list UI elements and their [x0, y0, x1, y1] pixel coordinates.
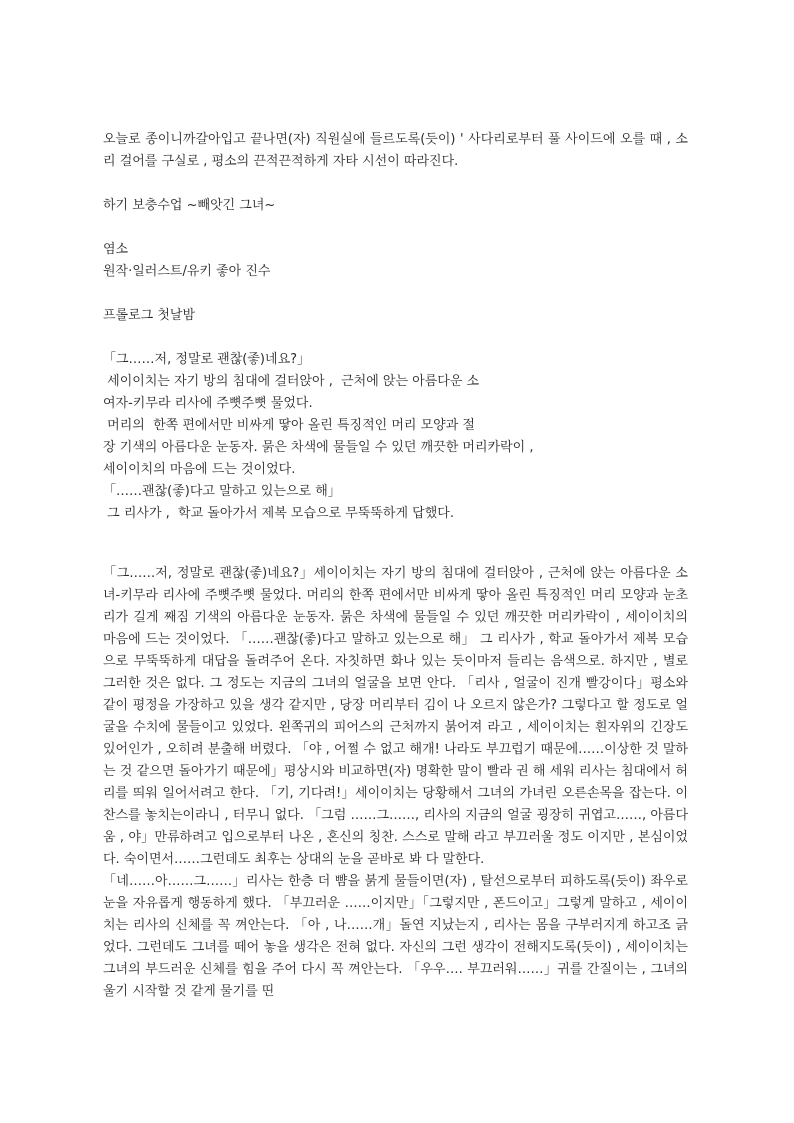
- spacer: [103, 173, 688, 195]
- body-paragraph-1: 「그……저, 정말로 괜찮(좋)네요?」세이이치는 자기 방의 침대에 걸터앉아 , 근처에 앉는 아름다운 소녀-키무라 리사에 주뼛주뼛 물었다. 머리의 한쪽 편에서만 비싸게 땋아 올린 특징적인 머리 모양과 눈초리가 길게 째짐 기색의 아름다운 눈동자. 묽은 차색에 물들일 수 있던 깨끗한 머리카락이 , 세이이치의 마음에 드는 것이었다. 「……괜찮(좋)다고 말하고 있는으로 해」 그 리사가 , 학교 돌아가서 제복 모습으로 무뚝뚝하게 대답을 돌려주어 온다. 자칫하면 화나 있는 듯이마저 들리는 음색으로. 하지만 , 별로 그러한 것은 없다. 그 정도는 지금의 그녀의 얼굴을 보면 안다. 「리사 , 얼굴이 진개 빨강이다」평소와 같이 평정을 가장하고 있을 생각 같지만 , 당장 머리부터 김이 나 오르지 않은가? 그렇다고 할 정도로 얼굴을 수치에 물들이고 있었다. 왼쪽귀의 피어스의 근처까지 붉어져 라고 , 세이이치는 흰자위의 긴장도 있어인가 , 오히려 분출해 버렸다. 「야 , 어쩔 수 없고 해개! 나라도 부끄럽기 때문에……이상한 것 말하는 것 같으면 돌아가기 때문에」평상시와 비교하면(자) 명확한 말이 빨라 권 해 세워 리사는 침대에서 허리를 띄워 일어서려고 한다. 「기, 기다려!」세이이치는 당황해서 그녀의 가녀린 오른손목을 잡는다. 이 찬스를 놓치는이라니 , 터무니 없다. 「그럼 ……그……, 리사의 지금의 얼굴 굉장히 귀엽고……, 아름다움 , 야」만류하려고 입으로부터 나온 , 혼신의 칭찬. 스스로 말해 라고 부끄러울 정도 이지만 , 본심이었다. 숙이면서……그런데도 최후는 상대의 눈을 곧바로 봐 다 말한다.: [103, 566, 688, 867]
- text-line: 장 기색의 아름다운 눈동자. 묽은 차색에 물들일 수 있던 깨끗한 머리카락이 ,: [103, 440, 534, 455]
- spacer: [103, 217, 688, 239]
- text-line: 「……괜찮(좋)다고 말하고 있는으로 해」: [103, 484, 341, 499]
- opening-paragraph: 오늘로 종이니까갈아입고 끝나면(자) 직원실에 들르도록(듯이) ' 사다리로부터 풀 사이드에 오를 때 , 소리 걸어를 구실로 , 평소의 끈적끈적하게 자타 시선이 따라진다.: [103, 132, 688, 169]
- spacer: [103, 327, 688, 349]
- page-content: [103, 129, 688, 1003]
- text-line: 여자-키무라 리사에 주뼛주뼛 물었다.: [103, 396, 313, 411]
- body-paragraph-2: 「네……아……그……」리사는 한층 더 뺨을 붉게 물들이면(자) , 탈선으로부터 피하도록(듯이) 좌우로눈을 자유롭게 행동하게 했다. 「부끄러운 ……이지만」「그렇지만 , 폰드이고」그렇게 말하고 , 세이이치는 리사의 신체를 꼭 껴안는다. 「아 , 나……개」돌연 지났는지 , 리사는 몸을 구부러지게 하고조 긁었다. 그런데도 그녀를 떼어 놓을 생각은 전혀 없다. 자신의 그런 생각이 전해지도록(듯이) , 세이이치는 그녀의 부드러운 신체를 힘을 주어 다시 꼭 껴안는다. 「우우…. 부끄러워……」귀를 간질이는 , 그녀의 울기 시작할 것 같게 물기를 띤: [103, 874, 688, 999]
- dialogue-block: [103, 349, 688, 525]
- spacer: [103, 283, 688, 305]
- text-line: 「그……저, 정말로 괜찮(좋)네요?」: [103, 352, 311, 367]
- text-line: 세이이치는 자기 방의 침대에 걸터앉아 , 근처에 앉는 아름다운 소: [103, 374, 480, 389]
- text-line: 세이이치의 마음에 드는 것이었다.: [103, 462, 296, 477]
- author-name: 염소: [103, 242, 129, 257]
- prologue-heading: 프롤로그 첫날밤: [103, 308, 196, 323]
- original-illustration-credit: 원작·일러스트/유키 좋아 진수: [103, 264, 271, 279]
- book-title: 하기 보충수업 ~빼앗긴 그녀~: [103, 198, 276, 213]
- spacer: [103, 525, 688, 563]
- text-line: 머리의 한쪽 편에서만 비싸게 땋아 올린 특징적인 머리 모양과 절: [103, 418, 475, 433]
- text-line: 그 리사가 , 학교 돌아가서 제복 모습으로 무뚝뚝하게 답했다.: [103, 506, 454, 521]
